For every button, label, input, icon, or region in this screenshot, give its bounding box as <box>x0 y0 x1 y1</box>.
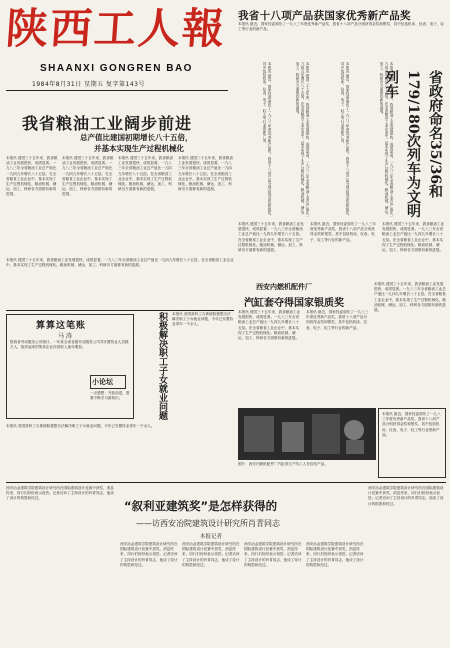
factory-photo <box>238 408 376 460</box>
main-bottom-rule <box>6 310 234 311</box>
bottom-subtitle: ——访西安冶院建筑设计研究所肖青同志 <box>136 519 280 528</box>
photo-caption: 照片：西安内燃机配件厂汽缸套生产线工人在检验产品。 <box>238 462 328 466</box>
right-column-body: 本报讯 建国三十五年来，我省粮油工业发展很快，成绩显著。一九八三年全省粮油工业总产值比一九四九年增长八十五倍。在全省粮食工业企业中，基本实现了生产过程机械化。粮油机械、储运、加工、科研各方面都有新的进展。 <box>374 282 446 313</box>
top-right-headline: 我省十八项产品获国家优秀新产品奖 <box>238 10 411 22</box>
lower-rule <box>6 482 446 483</box>
bottom-right-body: 西安冶金建筑学院建筑设计研究所在国际建筑设计竞赛中获奖，消息传来，同行们纷纷表示祝贺。记者访问了主持设计的肖青同志，他谈了设计的构思和经过。 <box>368 486 444 506</box>
bottom-byline: 本报记者 <box>200 534 223 540</box>
main-body-col-8: 本报讯 建国三十五年来，我省粮油工业发展很快，成绩显著。一九八三年全省粮油工业总产值比一九四九年增长八十五倍。在全省粮食工业企业中，基本实现了生产过程机械化。粮油机械、储运、加工、科研各方面都有新的进展。 <box>6 258 234 268</box>
masthead-title: 陕西工人報 <box>4 4 228 53</box>
main-body-col-6: 本报讯 最近，国家经委颁布了一九八三年度优秀新产品奖，我省十八项产品分别获得金奖和银奖，其中包括机床、仪表、电子、轻工等行业的新产品。 <box>310 222 376 242</box>
main-body-col-1: 本报讯 建国三十五年来，我省粮油工业发展很快，成绩显著。一九八三年全省粮油工业总产值比一九四九年增长八十五倍。在全省粮食工业企业中，基本实现了生产过程机械化。粮油机械、储运、加工、科研各方面都有新的进展。 <box>6 156 58 197</box>
main-body-col-7: 本报讯 建国三十五年来，我省粮油工业发展很快，成绩显著。一九八三年全省粮油工业总产值比一九四九年增长八十五倍。在全省粮食工业企业中，基本实现了生产过程机械化。粮油机械、储运、加工、科研各方面都有新的进展。 <box>382 222 445 253</box>
middle-left-body: 陕西省劳动服务公司统计，一年来全省各级劳动服务公司共安置待业人员数万人，组织起来的集体企业经营收入逐年增加。 <box>10 340 129 350</box>
middle-lower-body: 本报讯 省国营科工办系统积极想办法解决职工子女就业问题，今年已安置待业青年一千余人。 <box>6 424 155 428</box>
feature-middle-title: 积极解决职工子女就业问题 <box>157 312 167 420</box>
bottom-body-col-4: 西安冶金建筑学院建筑设计研究所在国际建筑设计竞赛中获奖，消息传来，同行们纷纷表示祝贺。记者访问了主持设计的肖青同志，他谈了设计的构思和经过。 <box>306 542 364 567</box>
main-body-col-2: 本报讯 建国三十五年来，我省粮油工业发展很快，成绩显著。一九八三年全省粮油工业总产值比一九四九年增长八十五倍。在全省粮食工业企业中，基本实现了生产过程机械化。粮油机械、储运、加工、科研各方面都有新的进展。 <box>62 156 114 197</box>
main-subheadline-2: 并基本实现生产过程机械化 <box>94 144 184 153</box>
photo-story-body-2: 本报讯 最近，国家经委颁布了一九八三年度优秀新产品奖，我省十八项产品分别获得金奖和银奖，其中包括机床、仪表、电子、轻工等行业的新产品。 <box>306 310 369 330</box>
vertical-story-3: 本报讯 最近，国家经委颁布了一九八三年度优秀新产品奖，我省十八项产品分别获得金奖和银奖，其中包括机床、仪表、电子、轻工等行业的新产品。 <box>341 62 350 218</box>
vertical-headline: 省政府命名35/36和179/180次列车为文明列车 <box>383 70 443 218</box>
vertical-story-2: 本报讯 建国三十五年来，我省粮油工业发展很快，成绩显著。一九八三年全省粮油工业总产值比一九四九年增长八十五倍。在全省粮食工业企业中，基本实现了生产过程机械化。粮油机械、储运、加工、科研各方面都有新的进展。 <box>296 62 310 218</box>
bottom-body-col-2: 西安冶金建筑学院建筑设计研究所在国际建筑设计竞赛中获奖，消息传来，同行们纷纷表示祝贺。记者访问了主持设计的肖青同志，他谈了设计的构思和经过。 <box>182 542 240 567</box>
photo-story-body-1: 本报讯 建国三十五年来，我省粮油工业发展很快，成绩显著。一九八三年全省粮油工业总产值比一九四九年增长八十五倍。在全省粮食工业企业中，基本实现了生产过程机械化。粮油机械、储运、加工、科研各方面都有新的进展。 <box>238 310 301 341</box>
masthead-logo-block <box>6 4 234 62</box>
masthead-dateline: 1984年8月31日 星期五 复字第143号 <box>32 81 145 88</box>
bottom-title: “叙利亚建筑奖”是怎样获得的 <box>124 499 278 513</box>
bottom-body-col-3: 西安冶金建筑学院建筑设计研究所在国际建筑设计竞赛中获奖，消息传来，同行们纷纷表示祝贺。记者访问了主持设计的肖青同志，他谈了设计的构思和经过。 <box>244 542 302 567</box>
middle-left-column-title: 算算这笔账 <box>36 321 87 331</box>
masthead-pinyin: SHAANXI GONGREN BAO <box>40 63 193 74</box>
top-right-body: 本报讯 最近，国家经委颁布了一九八三年度优秀新产品奖，我省十八项产品分别获得金奖和银奖，其中包括机床、仪表、电子、轻工等行业的新产品。 <box>238 22 444 32</box>
main-body-col-5: 本报讯 建国三十五年来，我省粮油工业发展很快，成绩显著。一九八三年全省粮油工业总产值比一九四九年增长八十五倍。在全省粮食工业企业中，基本实现了生产过程机械化。粮油机械、储运、加工、科研各方面都有新的进展。 <box>238 222 304 253</box>
bottom-left-body: 西安冶金建筑学院建筑设计研究所在国际建筑设计竞赛中获奖，消息传来，同行们纷纷表示祝贺。记者访问了主持设计的肖青同志，他谈了设计的构思和经过。 <box>6 486 114 501</box>
vertical-story-4: 本报讯 建国三十五年来，我省粮油工业发展很快，成绩显著。一九八三年全省粮油工业总产值比一九四九年增长八十五倍。在全省粮食工业企业中，基本实现了生产过程机械化。粮油机械、储运、加工、科研各方面都有新的进展。 <box>380 62 394 218</box>
main-headline: 我省粮油工业阔步前进 <box>22 114 193 133</box>
vertical-story-1: 本报讯 最近，国家经委颁布了一九八三年度优秀新产品奖，我省十八项产品分别获得金奖和银奖，其中包括机床、仪表、电子、轻工等行业的新产品。 <box>263 62 272 218</box>
middle-left-author: 马 涛 <box>58 333 72 340</box>
main-body-col-3: 本报讯 建国三十五年来，我省粮油工业发展很快，成绩显著。一九八三年全省粮油工业总产值比一九四九年增长八十五倍。在全省粮食工业企业中，基本实现了生产过程机械化。粮油机械、储运、加工、科研各方面都有新的进展。 <box>118 156 174 192</box>
main-subheadline-1: 总产值比建国初期增长八十五倍， <box>80 133 193 142</box>
right-side-box-body: 本报讯 最近，国家经委颁布了一九八三年度优秀新产品奖，我省十八项产品分别获得金奖和银奖，其中包括机床、仪表、电子、轻工等行业的新产品。 <box>382 412 441 437</box>
photo-headline: 西安内燃机配件厂 <box>256 283 312 291</box>
photo-subheadline: 汽缸套夺得国家银质奖 <box>244 298 344 309</box>
feature-middle-body: 本报讯 省国营科工办系统积极想办法解决职工子女就业问题，今年已安置待业青年一千余人。 <box>172 312 234 327</box>
sidebar-title: 小论坛 <box>92 378 113 386</box>
bottom-body-col-1: 西安冶金建筑学院建筑设计研究所在国际建筑设计竞赛中获奖，消息传来，同行们纷纷表示祝贺。记者访问了主持设计的肖青同志，他谈了设计的构思和经过。 <box>120 542 178 567</box>
sidebar-body: 一点感想：开拓前进，需要不断学习新知识。 <box>90 391 130 401</box>
main-body-col-4: 本报讯 建国三十五年来，我省粮油工业发展很快，成绩显著。一九八三年全省粮油工业总产值比一九四九年增长八十五倍。在全省粮食工业企业中，基本实现了生产过程机械化。粮油机械、储运、加工、科研各方面都有新的进展。 <box>178 156 234 192</box>
masthead-rule <box>6 90 228 91</box>
